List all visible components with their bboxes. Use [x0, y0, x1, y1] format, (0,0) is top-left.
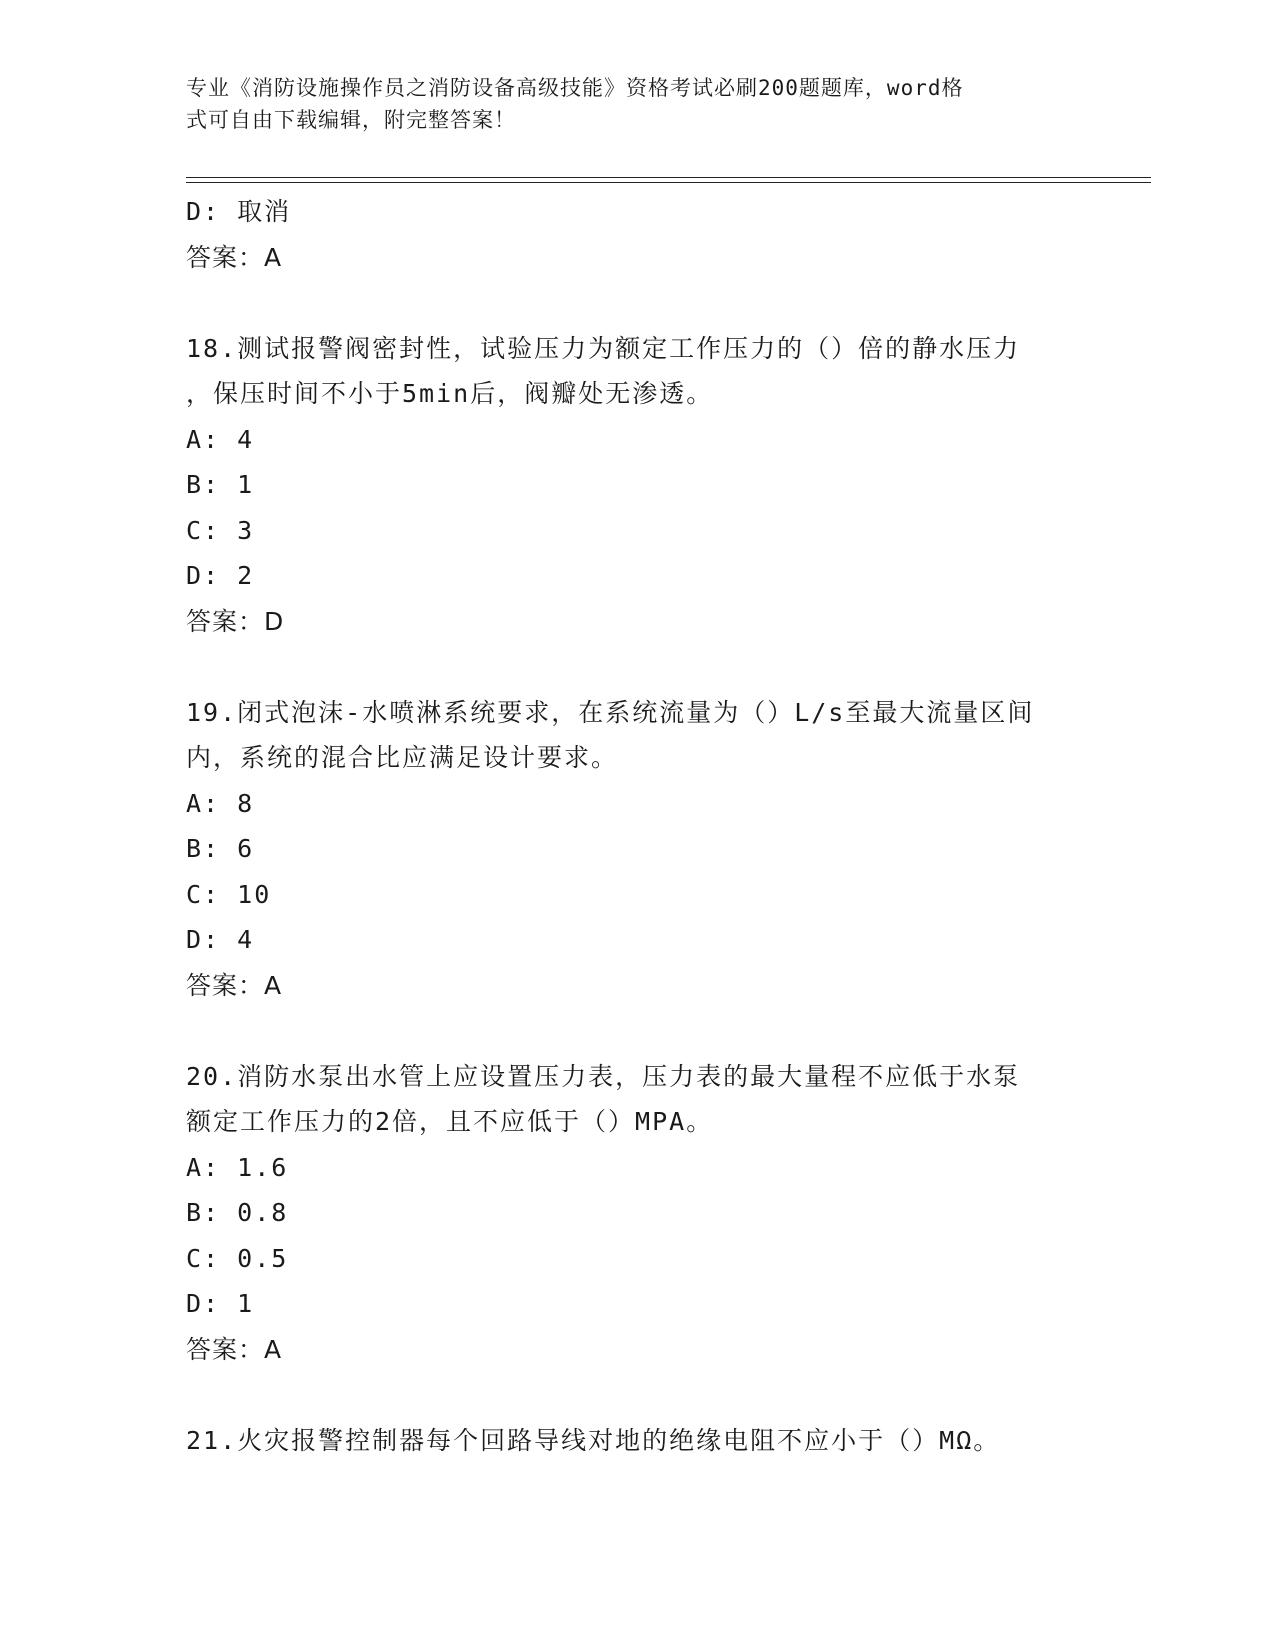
header-rule-bottom [186, 182, 1151, 183]
option-d: D: 2 [186, 561, 255, 590]
document-header [186, 72, 1086, 136]
option-a: A: 4 [186, 424, 255, 454]
carryover-option-d: D: 取消 [186, 197, 292, 226]
question-21 [186, 1418, 1086, 1464]
question-20 [186, 1054, 1086, 1373]
question-text: 21.火灾报警控制器每个回路导线对地的绝缘电阻不应小于（）MΩ。 [186, 1425, 1001, 1455]
question-19 [186, 690, 1086, 1009]
question-18 [186, 326, 1086, 645]
option-b: B: 0.8 [186, 1198, 289, 1227]
question-text: 内，系统的混合比应满足设计要求。 [186, 743, 619, 772]
carryover-answer: 答案：A [186, 242, 283, 272]
header-line-1: 专业《消防设施操作员之消防设备高级技能》资格考试必刷200题题库，word格 [186, 76, 964, 100]
option-d: D: 4 [186, 925, 255, 954]
spacer [186, 1372, 1086, 1418]
question-text: 19.闭式泡沫-水喷淋系统要求，在系统流量为（）L/s至最大流量区间 [186, 697, 1035, 727]
option-c: C: 3 [186, 515, 255, 545]
question-text: 额定工作压力的2倍，且不应低于（）MPA。 [186, 1107, 714, 1136]
header-rule-top [186, 177, 1151, 178]
question-list [186, 189, 1086, 1463]
option-b: B: 1 [186, 470, 255, 499]
option-b: B: 6 [186, 834, 255, 863]
option-c: C: 10 [186, 879, 272, 909]
spacer [186, 280, 1086, 326]
spacer [186, 1008, 1086, 1054]
option-a: A: 1.6 [186, 1152, 289, 1182]
option-c: C: 0.5 [186, 1243, 289, 1273]
question-text: 18.测试报警阀密封性，试验压力为额定工作压力的（）倍的静水压力 [186, 333, 1021, 363]
question-text: ，保压时间不小于5min后，阀瓣处无渗透。 [186, 379, 714, 408]
answer: 答案：D [186, 606, 285, 636]
option-a: A: 8 [186, 788, 255, 818]
question-text: 20.消防水泵出水管上应设置压力表，压力表的最大量程不应低于水泵 [186, 1061, 1021, 1091]
answer: 答案：A [186, 1334, 283, 1364]
option-d: D: 1 [186, 1289, 255, 1318]
header-line-2: 式可自由下载编辑，附完整答案！ [186, 108, 516, 132]
answer: 答案：A [186, 970, 283, 1000]
spacer [186, 644, 1086, 690]
